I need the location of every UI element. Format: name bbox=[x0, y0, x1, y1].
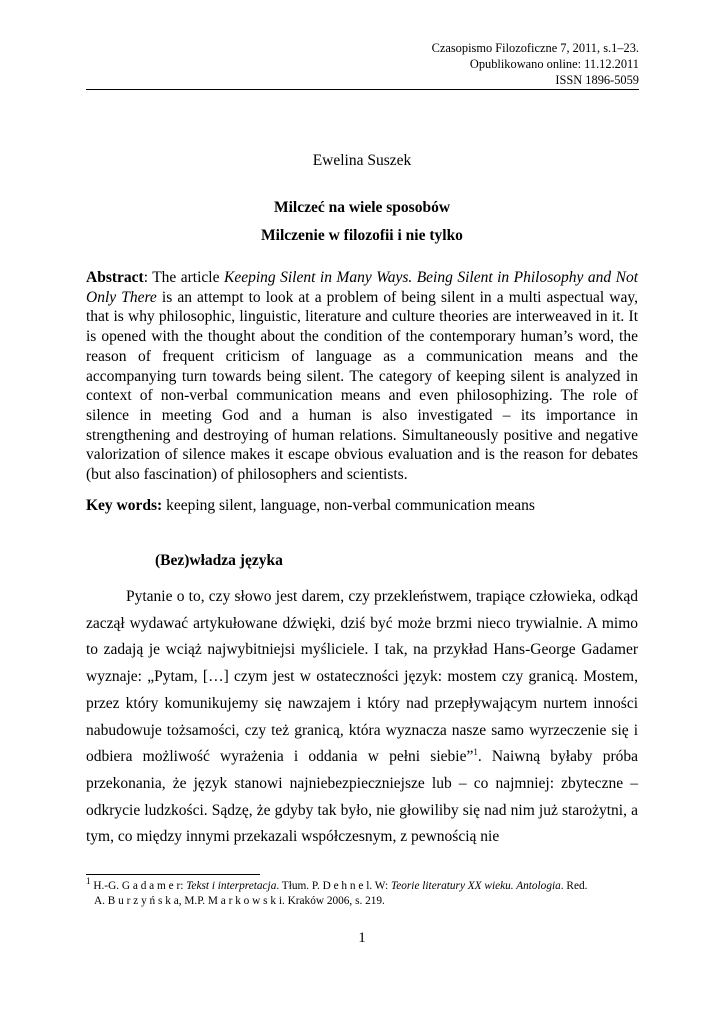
footnote-reference[interactable]: 1 bbox=[473, 747, 478, 758]
keywords bbox=[86, 497, 638, 515]
issn: ISSN 1896-5059 bbox=[555, 73, 639, 87]
abstract-lead: : The article bbox=[143, 269, 224, 286]
body-text-part2: . Naiwną byłaby próba przekonania, że język stanowi najniebezpieczniejsze lub – co najmniej: zbyteczne – odkrycie ludzkości. Sądzę, że gdyby tak było, nie głowiliby się nad nim już starożytni, a tym, co między innymi przekazali współczesnym, z pewnością nie bbox=[86, 748, 638, 846]
footnote-editors-label: . Red. bbox=[560, 880, 588, 892]
abstract-english-title: Keeping Silent in Many Ways. Being Silent in Philosophy and Not Only There bbox=[86, 269, 639, 306]
abstract bbox=[86, 268, 638, 485]
footnote-author: H.-G. G a d a m e r: bbox=[90, 880, 187, 892]
journal-header bbox=[432, 40, 639, 88]
footnote-translator: . Tłum. P. D e h n e l. W: bbox=[276, 880, 391, 892]
body-text-part1: Pytanie o to, czy słowo jest darem, czy przekleństwem, trapiące człowieka, odkąd zaczął wydawać artykułowane dźwięki, dziś być może brzmi nieco trywialnie. A mimo to zadają je wciąż najwybitniejsi myśliciele. I tak, na przykład Hans-George Gadamer wyznaje: „Pytam, […] czym jest w ostateczności język: mostem czy granicą. Mostem, przez który komunikujemy się nawzajem i który nad przepływającym nurtem inności nabudowuje tożsamości, czy też granicą, która wyznacza nasze samo wyrzeczenie się i odbiera możliwość wyrażenia i oddania w pełni siebie” bbox=[86, 588, 638, 766]
keywords-text: keeping silent, language, non-verbal communication means bbox=[162, 497, 535, 514]
footnote bbox=[86, 876, 638, 909]
paper-title: Milczeć na wiele sposobów bbox=[273, 199, 451, 216]
page-number: 1 bbox=[358, 930, 366, 946]
footnote-divider bbox=[86, 874, 260, 875]
journal-citation: Czasopismo Filozoficzne 7, 2011, s.1–23. bbox=[431, 41, 639, 55]
keywords-label: Key words: bbox=[86, 497, 163, 514]
footnote-collection: Teorie literatury XX wieku. Antologia bbox=[391, 880, 561, 892]
paper-subtitle: Milczenie w filozofii i nie tylko bbox=[261, 227, 463, 244]
section-heading: (Bez)władza języka bbox=[155, 552, 283, 569]
body-paragraph bbox=[86, 584, 638, 851]
footnote-number: 1 bbox=[86, 876, 91, 887]
footnote-editors: A. B u r z y ń s k a, M.P. M a r k o w s k i. Kraków 2006, s. 219. bbox=[94, 895, 385, 907]
abstract-text: is an attempt to look at a problem of being silent in a multi aspectual way, that is why philosophic, linguistic, literature and culture theories are interweaved in it. It is opened with the thought about the condition of the contemporary human’s word, the reason of frequent criticism of language as a communication means and the accompanying turn towards being silent. The category of keeping silent is analyzed in context of non-verbal communication means and even philosophizing. The role of silence in meeting God and a human is also investigated – its importance in strengthening and destroying of human relations. Simultaneously positive and negative valorization of silence makes it escape obvious evaluation and is the reason for debates (but also fascination) of philosophers and scientists. bbox=[86, 288, 638, 484]
abstract-label: Abstract bbox=[86, 269, 144, 286]
footnote-book-title: Tekst i interpretacja bbox=[186, 880, 277, 892]
publication-date: Opublikowano online: 11.12.2011 bbox=[469, 57, 639, 71]
author-name: Ewelina Suszek bbox=[312, 152, 412, 169]
header-divider bbox=[86, 89, 639, 90]
